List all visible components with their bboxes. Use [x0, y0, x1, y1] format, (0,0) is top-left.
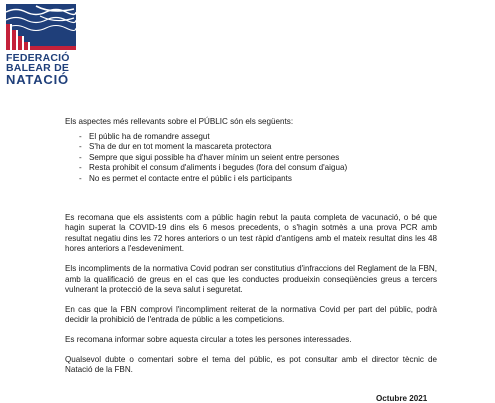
federation-logo	[6, 4, 86, 86]
logo-line-1: FEDERACIÓ	[6, 52, 70, 64]
list-item: - Resta prohibit el consum d'aliments i begudes (fora del consum d'aigua)	[79, 163, 437, 174]
logo-line-3: NATACIÓ	[6, 72, 69, 87]
federation-name	[6, 53, 86, 86]
intro-text: Els aspectes més rellevants sobre el PÚBLIC són els següents:	[65, 117, 294, 126]
federation-emblem-icon	[6, 4, 76, 50]
inform-paragraph: Es recomana informar sobre aquesta circular a totes les persones interessades.	[65, 334, 352, 344]
list-item: - S'ha de dur en tot moment la mascareta protectora	[79, 142, 437, 153]
list-item: - Sempre que sigui possible ha d'haver mínim un seient entre persones	[79, 153, 437, 164]
contact-paragraph: Qualsevol dubte o comentari sobre el tema del públic, es pot consultar amb el director tècnic de Natació de la FBN.	[65, 354, 437, 375]
list-item: - No es permet el contacte entre el públic i els participants	[79, 174, 437, 185]
document-body	[65, 117, 437, 385]
prohibition-paragraph: En cas que la FBN comprovi l'incompliment reiterat de la normativa Covid per part del públic, podrà decidir la prohibició de l'entrada de públic a les competicions.	[65, 304, 437, 325]
document-date: Octubre 2021	[376, 394, 428, 403]
infractions-paragraph: Els incompliments de la normativa Covid podran ser constitutius d'infraccions del Reglament de la FBN, amb la qualificació de greus en el cas que les conductes produeixin conseqüències greus a tercers vulnerant la protecció de la seva salut i seguretat.	[65, 263, 437, 295]
public-rules-list	[79, 132, 437, 185]
logo-line-2: BALEAR DE	[6, 62, 70, 74]
vaccination-paragraph: Es recomana que els assistents com a públic hagin rebut la pauta completa de vacunació, o bé que hagin superat la COVID-19 dins els 6 mesos precedents, o s'hagin sotmès a una prova PCR amb resultat negatiu dins les 72 hores anteriors o un test ràpid d'antígens amb el mateix resultat dins les 48 hores anteriors a l'esdeveniment.	[65, 212, 437, 254]
list-item: - El públic ha de romandre assegut	[79, 132, 437, 143]
